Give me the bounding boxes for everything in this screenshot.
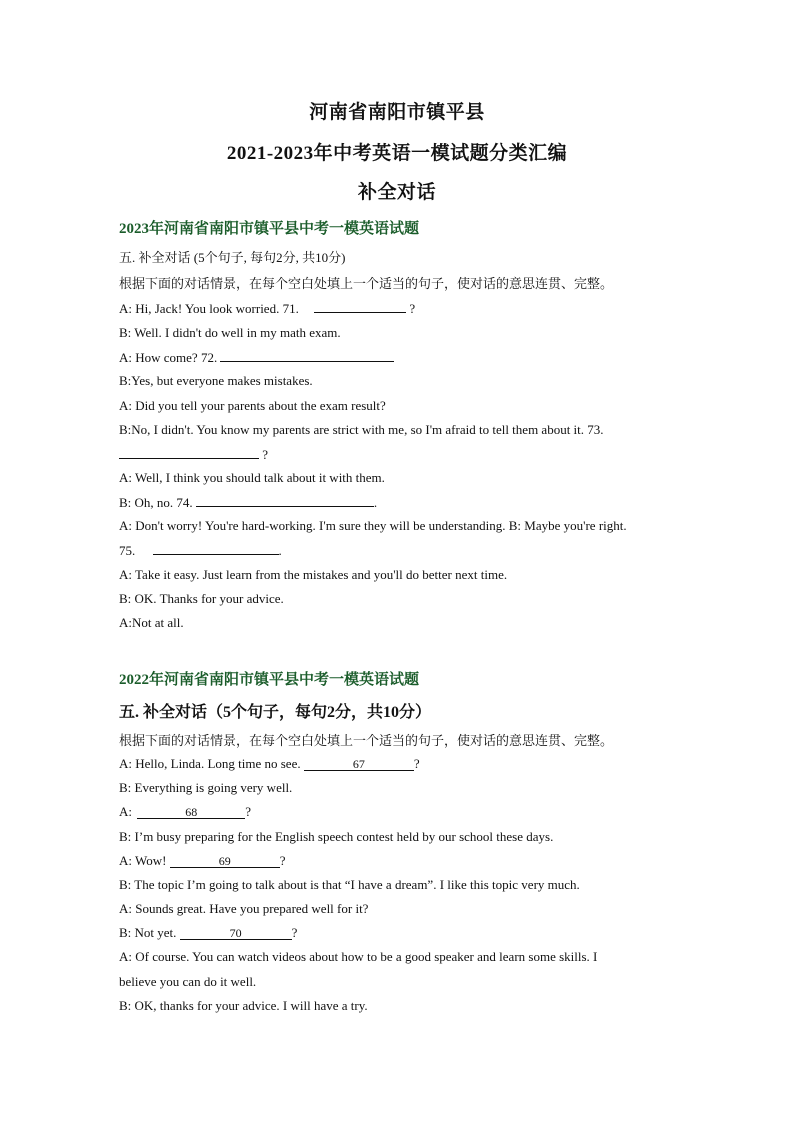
dialogue-2022-line-6: B: The topic I’m going to talk about is that “I have a dream”. I like this topic very much. [119, 877, 580, 892]
dialogue-text: ? [409, 301, 416, 316]
title-location: 河南省南阳市镇平县 [309, 102, 485, 123]
section-2022-heading: 2022年河南省南阳市镇平县中考一模英语试题 [119, 672, 420, 688]
section-2022-instruction: 根据下面的对话情景，在每个空白处填上一个适当的句子，使对话的意思连贯、完整。 [119, 733, 614, 748]
answer-blank-71[interactable] [314, 300, 406, 313]
dialogue-2023-line-13: B: OK. Thanks for your advice. [119, 591, 284, 606]
dialogue-text: A: [119, 804, 132, 819]
section-2023-subtitle: 五. 补全对话 (5个句子, 每句2分, 共10分) [119, 250, 346, 265]
dialogue-2023-line-3 [119, 349, 394, 366]
answer-blank-72[interactable] [220, 349, 394, 362]
answer-blank-75[interactable] [153, 542, 279, 555]
dialogue-2023-line-8: A: Well, I think you should talk about it with them. [119, 470, 385, 485]
dialogue-2023-line-7 [119, 446, 268, 463]
dialogue-2023-line-4: B:Yes, but everyone makes mistakes. [119, 373, 313, 388]
dialogue-text: . [278, 543, 282, 558]
dialogue-2023-line-6: B:No, I didn't. You know my parents are strict with me, so I'm afraid to tell them about it. 73. [119, 422, 604, 437]
blank-number: 69 [218, 854, 231, 868]
answer-blank-74[interactable] [196, 494, 374, 507]
dialogue-2023-line-9 [119, 494, 377, 511]
dialogue-2023-line-1 [119, 300, 415, 317]
dialogue-2022-line-4: B: I’m busy preparing for the English speech contest held by our school these days. [119, 829, 554, 844]
answer-blank-68[interactable] [137, 806, 245, 819]
dialogue-text: ? [279, 853, 286, 868]
dialogue-text: ? [413, 756, 420, 771]
dialogue-text: A: Hello, Linda. Long time no see. [119, 756, 301, 771]
blank-number: 67 [352, 757, 365, 771]
dialogue-text: ? [291, 925, 298, 940]
dialogue-text: ? [262, 447, 269, 462]
section-2022-subtitle: 五. 补全对话（5个句子，每句2分，共10分） [119, 704, 432, 721]
dialogue-2022-line-7: A: Sounds great. Have you prepared well for it? [119, 901, 369, 916]
dialogue-text: ? [245, 804, 252, 819]
dialogue-2022-line-11: B: OK, thanks for your advice. I will have a try. [119, 998, 368, 1013]
dialogue-text: A: Wow! [119, 853, 167, 868]
answer-blank-69[interactable] [170, 855, 280, 868]
dialogue-2022-line-5 [119, 853, 286, 869]
answer-blank-70[interactable] [180, 927, 292, 940]
blank-number: 70 [229, 926, 242, 940]
title-collection: 2021-2023年中考英语一模试题分类汇编 [226, 143, 568, 164]
dialogue-2023-line-5: A: Did you tell your parents about the exam result? [119, 398, 386, 413]
dialogue-2022-line-1 [119, 756, 420, 772]
dialogue-text: B: Oh, no. 74. [119, 495, 193, 510]
dialogue-2022-line-10: believe you can do it well. [119, 974, 257, 989]
dialogue-text: B: Not yet. [119, 925, 177, 940]
dialogue-text: A: How come? 72. [119, 350, 218, 365]
dialogue-2023-line-12: A: Take it easy. Just learn from the mistakes and you'll do better next time. [119, 567, 508, 582]
blank-number: 68 [185, 805, 198, 819]
dialogue-text: A: Hi, Jack! You look worried. 71. [119, 301, 299, 316]
dialogue-2023-line-11 [119, 542, 282, 559]
answer-blank-67[interactable] [304, 758, 414, 771]
dialogue-2023-line-10: A: Don't worry! You're hard-working. I'm sure they will be understanding. B: Maybe you're right. [119, 518, 627, 533]
answer-blank-73[interactable] [119, 446, 259, 459]
dialogue-2023-line-2: B: Well. I didn't do well in my math exam. [119, 325, 341, 340]
dialogue-text: . [373, 495, 378, 510]
dialogue-2022-line-2: B: Everything is going very well. [119, 780, 293, 795]
dialogue-2022-line-8 [119, 925, 297, 941]
dialogue-2022-line-9: A: Of course. You can watch videos about how to be a good speaker and learn some skills. I [119, 949, 598, 964]
section-2023-instruction: 根据下面的对话情景，在每个空白处填上一个适当的句子，使对话的意思连贯、完整。 [119, 276, 614, 291]
dialogue-text: 75. [119, 543, 136, 558]
dialogue-2023-line-14: A:Not at all. [119, 615, 184, 630]
dialogue-2022-line-3 [119, 804, 251, 820]
title-topic: 补全对话 [357, 182, 436, 203]
section-2023-heading: 2023年河南省南阳市镇平县中考一模英语试题 [119, 221, 420, 237]
